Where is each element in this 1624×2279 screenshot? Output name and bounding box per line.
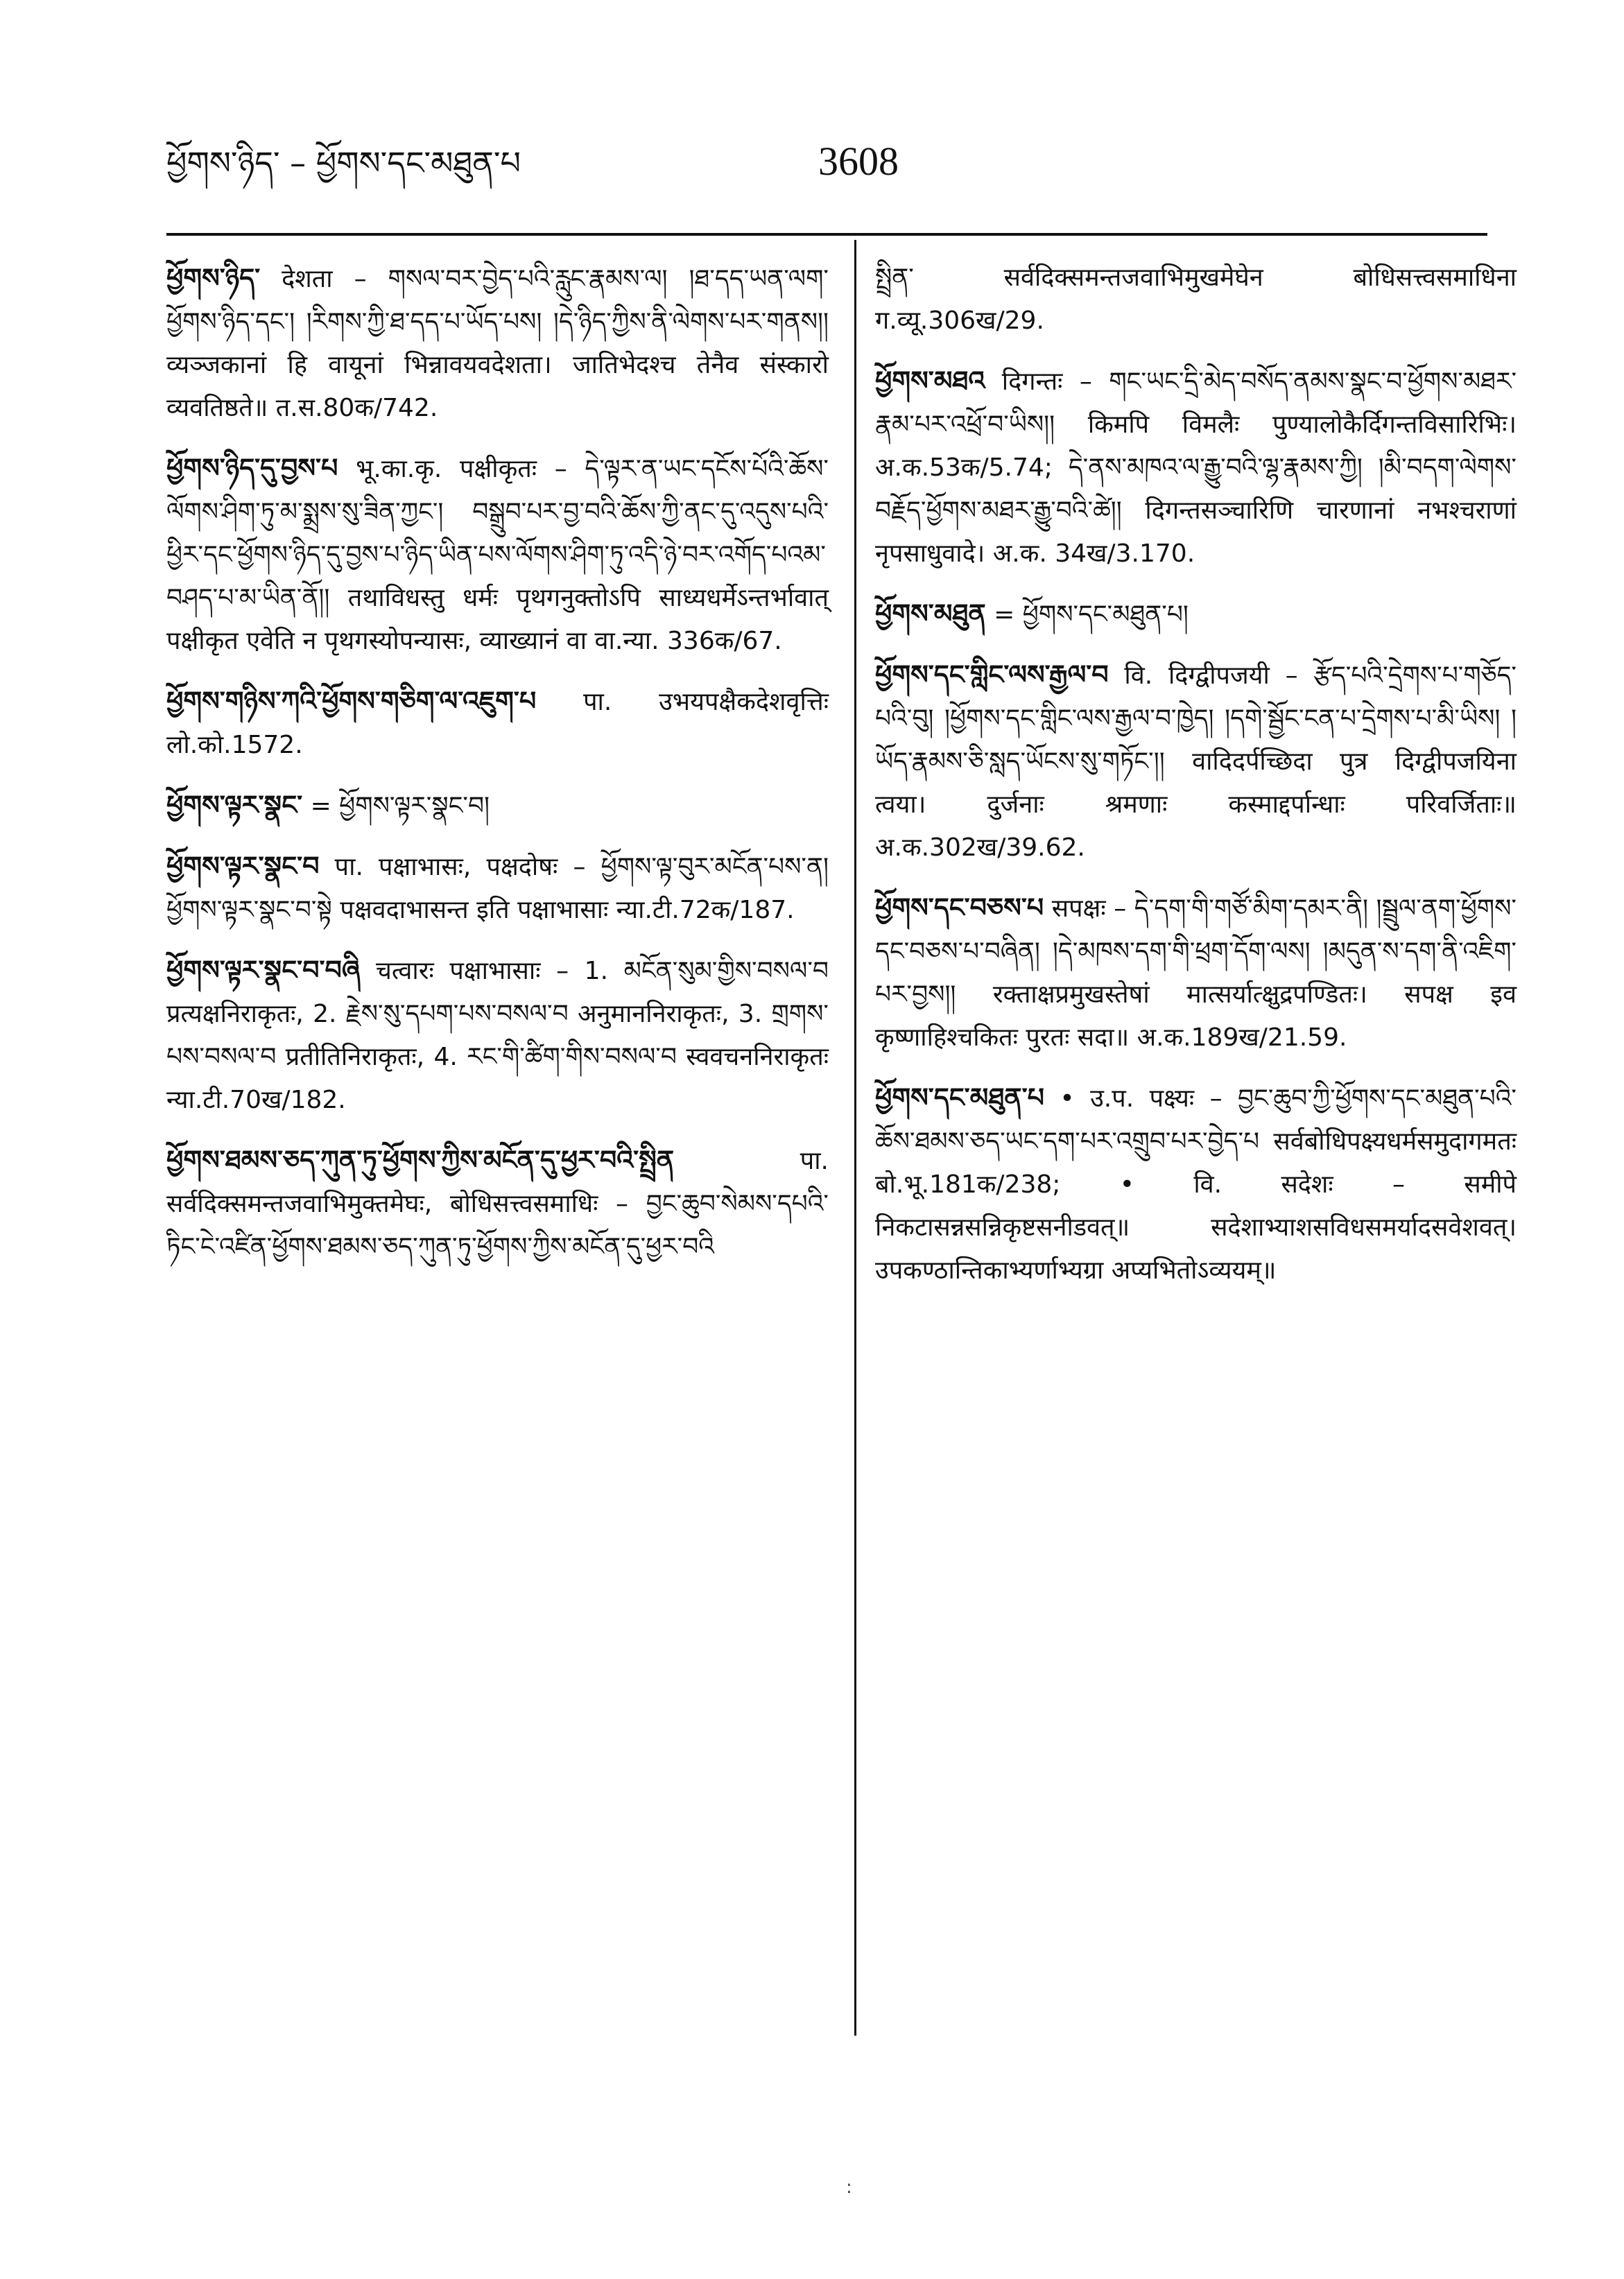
entry-text: भू.का.कृ. पक्षीकृतः – དེ་ལྟར་ན་ཡང་དངོས་པོའི་ཆོས་ལོགས་ཤིག་ཏུ་མ་སྨྲས་སུ་ཟིན་ཀྱང་། བསྒྲུབ་པར་བྱ་བའི་ཆོས་ཀྱི་ནང་དུ་འདུས་པའི་ཕྱིར་དང་ཕྱོགས་ཉིད་དུ་བྱས་པ་ཉིད་ཡིན་པས་ལོགས་ཤིག་ཏུ་འདི་ཉེ་བར་འགོད་པའམ་བཤད་པ་མ་ཡིན་ནོ།། तथाविधस्तु धर्मः पृथगनुक्तोऽपि साध्यधर्मेऽन्तर्भावात् पक्षीकृत एवेति न पृथगस्योपन्यासः, व्याख्यानं वा वा.न्या. 336क/67. [166,455,829,655]
entry-headword: ཕྱོགས་ཉིད་དུ་བྱས་པ [166,453,338,483]
running-head: ཕྱོགས་ཉིད་ – ཕྱོགས་དང་མཐུན་པ [166,144,521,182]
entry-text: • उ.प. पक्ष्यः – བྱང་ཆུབ་ཀྱི་ཕྱོགས་དང་མཐུན་པའི་ཆོས་ཐམས་ཅད་ཡང་དག་པར་འགྲུབ་པར་བྱེད་པ सर्वबोधिपक्ष्यधर्मसमुदागमतः बो.भू.181क/238; • वि. सदेशः – समीपे निकटासन्नसन्निकृष्टसनीडवत्॥ सदेशाभ्याशसविधसमर्यादसवेशवत्। उपकण्ठान्तिकाभ्यर्णाभ्यग्रा अप्यभितोऽव्ययम्॥ [875,1084,1517,1285]
entry-text: देशता – གསལ་བར་བྱེད་པའི་རླུང་རྣམས་ལ། །ཐ་དད་ཡན་ལག་ཕྱོགས་ཉིད་དང་། །རིགས་ཀྱི་ཐ་དད་པ་ཡོད་པས། །དེ་ཉིད་ཀྱིས་ནི་ལེགས་པར་གནས།། व्यञ्जकानां हि वायूनां भिन्नावयवदेशता। जातिभेदश्च तेनैव संस्कारो व्यवतिष्ठते॥ त.स.80क/742. [166,265,829,422]
entry-headword: ཕྱོགས་དང་བཅས་པ [875,892,1044,923]
entry-headword: ཕྱོགས་ལྟར་སྣང་བ་བཞི [166,955,361,985]
entry-text: पा. सर्वदिक्समन्तजवाभिमुक्तमेघः, बोधिसत्त्वसमाधिः – བྱང་ཆུབ་སེམས་དཔའི་ཏིང་ངེ་འཛིན་ཕྱོགས་ཐམས་ཅད་ཀུན་ཏུ་ཕྱོགས་ཀྱིས་མངོན་དུ་ཕྱར་བའི [166,1147,829,1261]
footer-mark: : [846,2177,852,2198]
dictionary-entry-continuation [875,257,1517,343]
entry-headword: ཕྱོགས་ལྟར་སྣང་བ [166,851,320,881]
entry-headword: ཕྱོགས་དང་མཐུན་པ [875,1082,1044,1113]
dictionary-entry [875,1076,1517,1292]
dictionary-entry [166,844,829,932]
entry-headword: ཕྱོགས་དང་གླིང་ལས་རྒྱལ་བ [875,659,1109,690]
dictionary-entry [166,257,829,430]
entry-text: = ཕྱོགས་དང་མཐུན་པ། [994,600,1189,629]
column-divider [854,240,856,2036]
entry-headword: ཕྱོགས་མཐུན [875,598,986,629]
entry-headword: ཕྱོགས་ལྟར་སྣང་ [166,790,303,820]
dictionary-entry [166,1138,829,1269]
entry-headword: ཕྱོགས་ཐམས་ཅད་ཀུན་ཏུ་ཕྱོགས་ཀྱིས་མངོན་དུ་ཕྱར་བའི་སྤྲིན [166,1145,675,1175]
dictionary-entry [875,359,1517,575]
entry-text: सपक्षः – དེ་དག་གི་གཙོ་མིག་དམར་ནི། །སྦྲུལ་ནག་ཕྱོགས་དང་བཅས་པ་བཞིན། །དེ་མཁས་དག་གི་ཕྲག་དོག་ལས། །མདུན་ས་དག་ནི་འཇིག་པར་བྱས།། रक्ताक्षप्रमुखस्तेषां मात्सर्यात्क्षुद्रपण्डितः। सपक्ष इव कृष्णाहिश्चकितः पुरतः सदा॥ अ.क.189ख/21.59. [875,894,1517,1052]
dictionary-entry [166,447,829,663]
right-column [875,257,1517,1309]
entry-text: སྤྲིན་ सर्वदिक्समन्तजवाभिमुखमेघेन बोधिसत्त्वसमाधिना ग.व्यू.306ख/29. [875,263,1517,335]
entry-text: दिगन्तः – གང་ཡང་དྲི་མེད་བསོད་ནམས་སྣང་བ་ཕྱོགས་མཐར་རྣམ་པར་འཕྲོ་བ་ཡིས།། किमपि विमलैः पुण्यालोकैर्दिगन्तविसारिभिः। अ.क.53क/5.74; དེ་ནས་མཁའ་ལ་རྒྱུ་བའི་ལྷ་རྣམས་ཀྱི། །མི་བདག་ལེགས་བརྗོད་ཕྱོགས་མཐར་རྒྱུ་བའི་ཚེ།། दिगन्तसञ्चारिणि चारणानां नभश्चराणां नृपसाधुवादे। अ.क. 34ख/3.170. [875,367,1517,568]
entry-text: वि. दिग्द्वीपजयी – རྩོད་པའི་དྲེགས་པ་གཅོད་པའི་བུ། །ཕྱོགས་དང་གླིང་ལས་རྒྱལ་བ་ཁྱེད། །དགེ་སྦྱོང་ངན་པ་དྲེགས་པ་མི་ཡིས། །ཡོད་རྣམས་ཅི་སླད་ཡོངས་སུ་གཏོང་།། वादिदर्पच्छिदा पुत्र दिग्द्वीपजयिना त्वया। दुर्जनाः श्रमणाः कस्माद्दर्पान्धाः परिवर्जिताः॥ अ.क.302ख/39.62. [875,661,1517,862]
dictionary-entry [875,653,1517,869]
dictionary-entry [875,886,1517,1059]
dictionary-entry [166,783,829,828]
header-rule [166,233,1487,236]
entry-headword: ཕྱོགས་གཉིས་ཀའི་ཕྱོགས་གཅིག་ལ་འཇུག་པ [166,686,537,716]
entry-text: = ཕྱོགས་ལྟར་སྣང་བ། [310,792,490,820]
dictionary-entry [166,679,829,767]
entry-text: पा. उभयपक्षैकदेशवृत्तिः लो.को.1572. [166,688,829,759]
entry-headword: ཕྱོགས་མཐའ [875,365,985,396]
dictionary-subentry [166,948,829,1122]
entry-text: पा. पक्षाभासः, पक्षदोषः – ཕྱོགས་ལྟ་བུར་མངོན་པས་ན། ཕྱོགས་ལྟར་སྣང་བ་སྟེ पक्षवदाभासन्त इति पक्षाभासाः न्या.टी.72क/187. [166,853,829,924]
left-column [166,257,829,1285]
dictionary-entry [875,592,1517,636]
page-number: 3608 [818,139,899,184]
entry-text: चत्वारः पक्षाभासाः – 1. མངོན་སུམ་གྱིས་བསལ་བ प्रत्यक्षनिराकृतः, 2. རྗེས་སུ་དཔག་པས་བསལ་བ अनुमाननिराकृतः, 3. གྲགས་པས་བསལ་བ प्रतीतिनिराकृतः, 4. རང་གི་ཚིག་གིས་བསལ་བ स्ववचननिराकृतः न्या.टी.70ख/182. [166,957,829,1114]
entry-headword: ཕྱོགས་ཉིད་ [166,263,261,293]
